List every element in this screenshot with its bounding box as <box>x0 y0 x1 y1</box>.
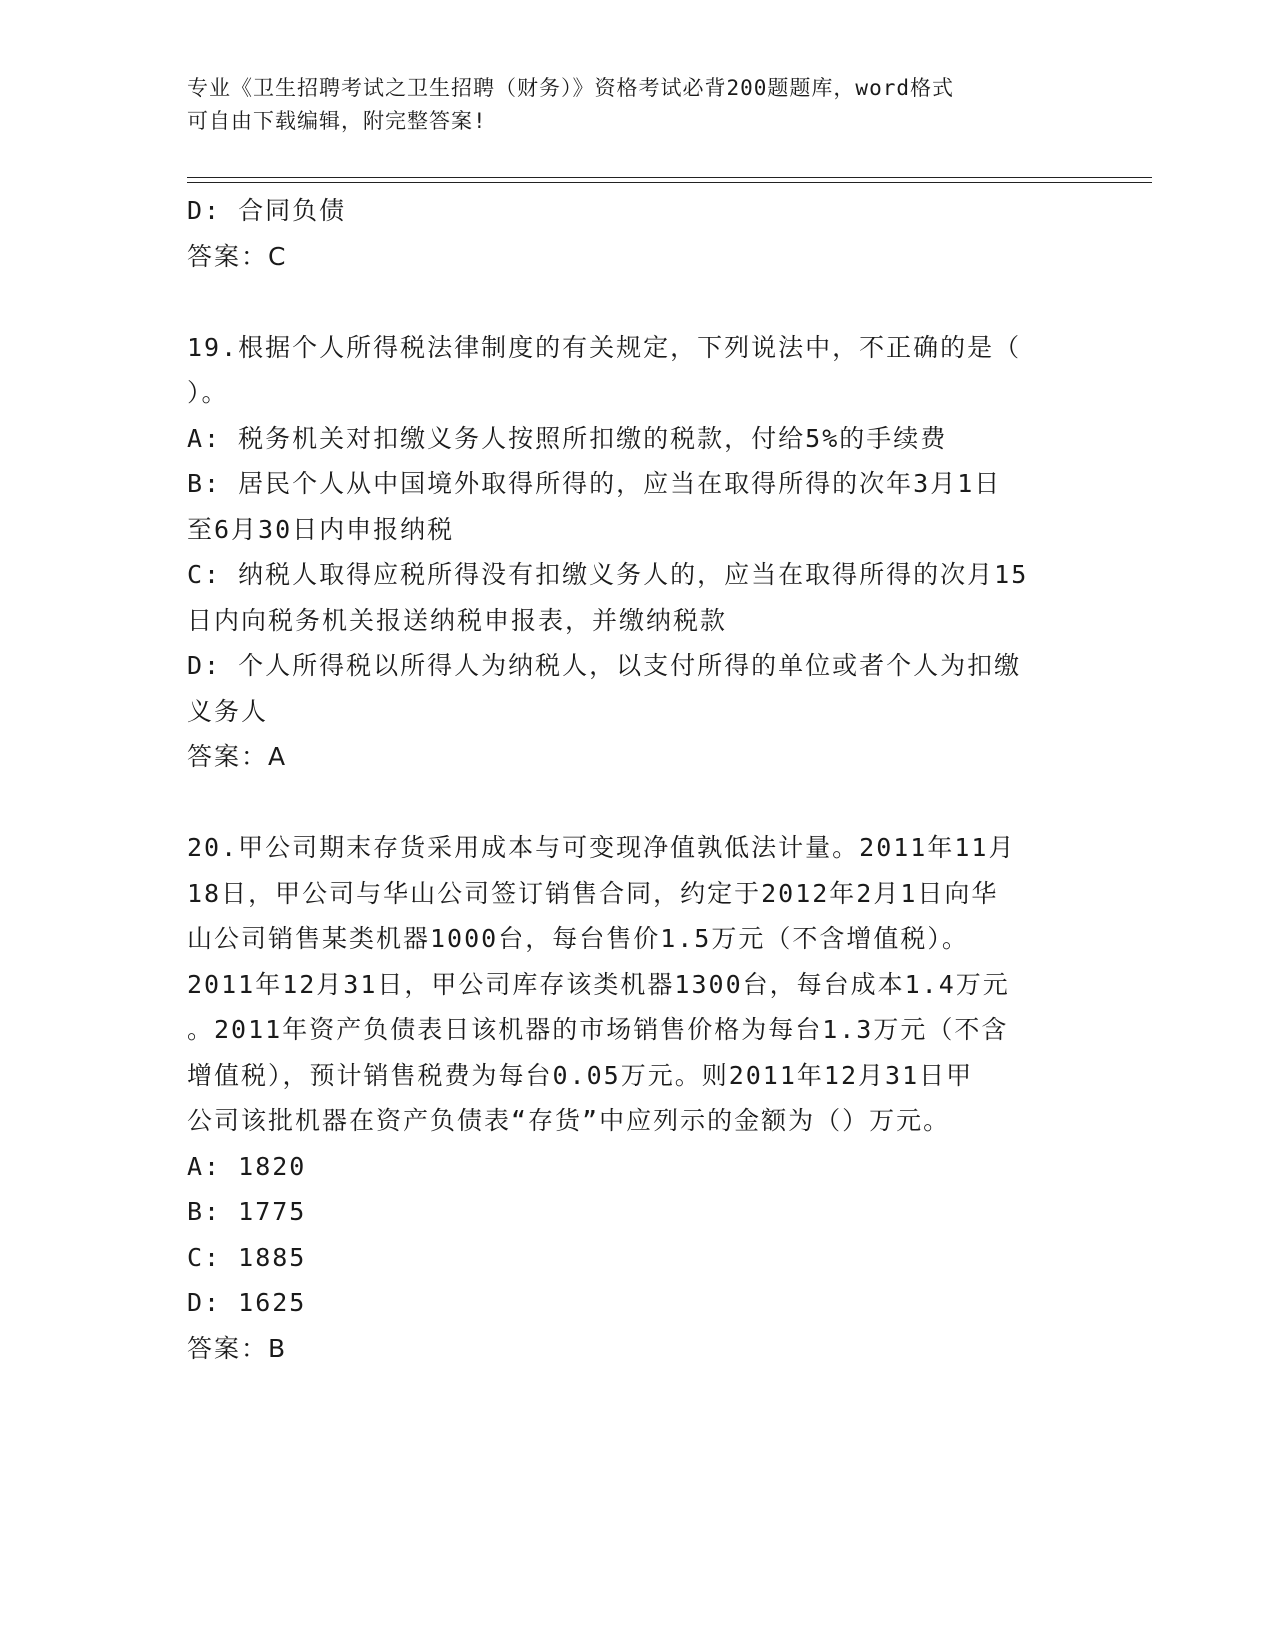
option-d-continued: 义务人 <box>187 696 269 726</box>
header-divider-bottom <box>187 182 1152 183</box>
header-line-1: 专业《卫生招聘考试之卫生招聘（财务）》资格考试必背200题题库，word格式 <box>187 76 954 100</box>
question-stem: 18日，甲公司与华山公司签订销售合同，约定于2012年2月1日向华 <box>187 878 999 908</box>
header-divider-top <box>187 177 1152 178</box>
header-line-2: 可自由下载编辑，附完整答案! <box>187 109 487 133</box>
answer-line: 答案：A <box>187 742 288 771</box>
spacer <box>187 780 1087 826</box>
answer-line: 答案：B <box>187 1333 288 1363</box>
option-b: B: 1775 <box>187 1197 307 1226</box>
option-d: D: 合同负债 <box>187 196 347 225</box>
question-stem: 20.甲公司期末存货采用成本与可变现净值孰低法计量。2011年11月 <box>187 833 1016 862</box>
question-20 <box>187 825 1087 1371</box>
option-c: C: 1885 <box>187 1242 307 1272</box>
question-19 <box>187 325 1087 780</box>
option-d: D: 个人所得税以所得人为纳税人，以支付所得的单位或者个人为扣缴 <box>187 651 1022 680</box>
question-stem: ）。 <box>187 378 229 407</box>
question-stem: 公司该批机器在资产负债表“存货”中应列示的金额为（）万元。 <box>187 1106 951 1135</box>
document-header <box>187 72 1087 138</box>
option-b-continued: 至6月30日内申报纳税 <box>187 514 455 544</box>
option-a: A: 1820 <box>187 1151 307 1181</box>
document-body <box>187 188 1087 1371</box>
question-stem: 。2011年资产负债表日该机器的市场销售价格为每台1.3万元（不含 <box>187 1015 1009 1044</box>
option-d: D: 1625 <box>187 1288 307 1317</box>
option-b: B: 居民个人从中国境外取得所得的，应当在取得所得的次年3月1日 <box>187 469 1002 498</box>
question-stem: 19.根据个人所得税法律制度的有关规定，下列说法中，不正确的是（ <box>187 332 1022 362</box>
question-stem: 增值税），预计销售税费为每台0.05万元。则2011年12月31日甲 <box>187 1060 974 1090</box>
option-a: A: 税务机关对扣缴义务人按照所扣缴的税款，付给5%的手续费 <box>187 423 948 453</box>
previous-question-tail <box>187 188 1087 279</box>
option-c: C: 纳税人取得应税所得没有扣缴义务人的，应当在取得所得的次月15 <box>187 560 1029 589</box>
spacer <box>187 279 1087 325</box>
answer-line: 答案：C <box>187 241 288 271</box>
question-stem: 2011年12月31日，甲公司库存该类机器1300台，每台成本1.4万元 <box>187 969 1010 999</box>
option-c-continued: 日内向税务机关报送纳税申报表，并缴纳税款 <box>187 605 728 635</box>
question-stem: 山公司销售某类机器1000台，每台售价1.5万元（不含增值税）。 <box>187 924 969 953</box>
